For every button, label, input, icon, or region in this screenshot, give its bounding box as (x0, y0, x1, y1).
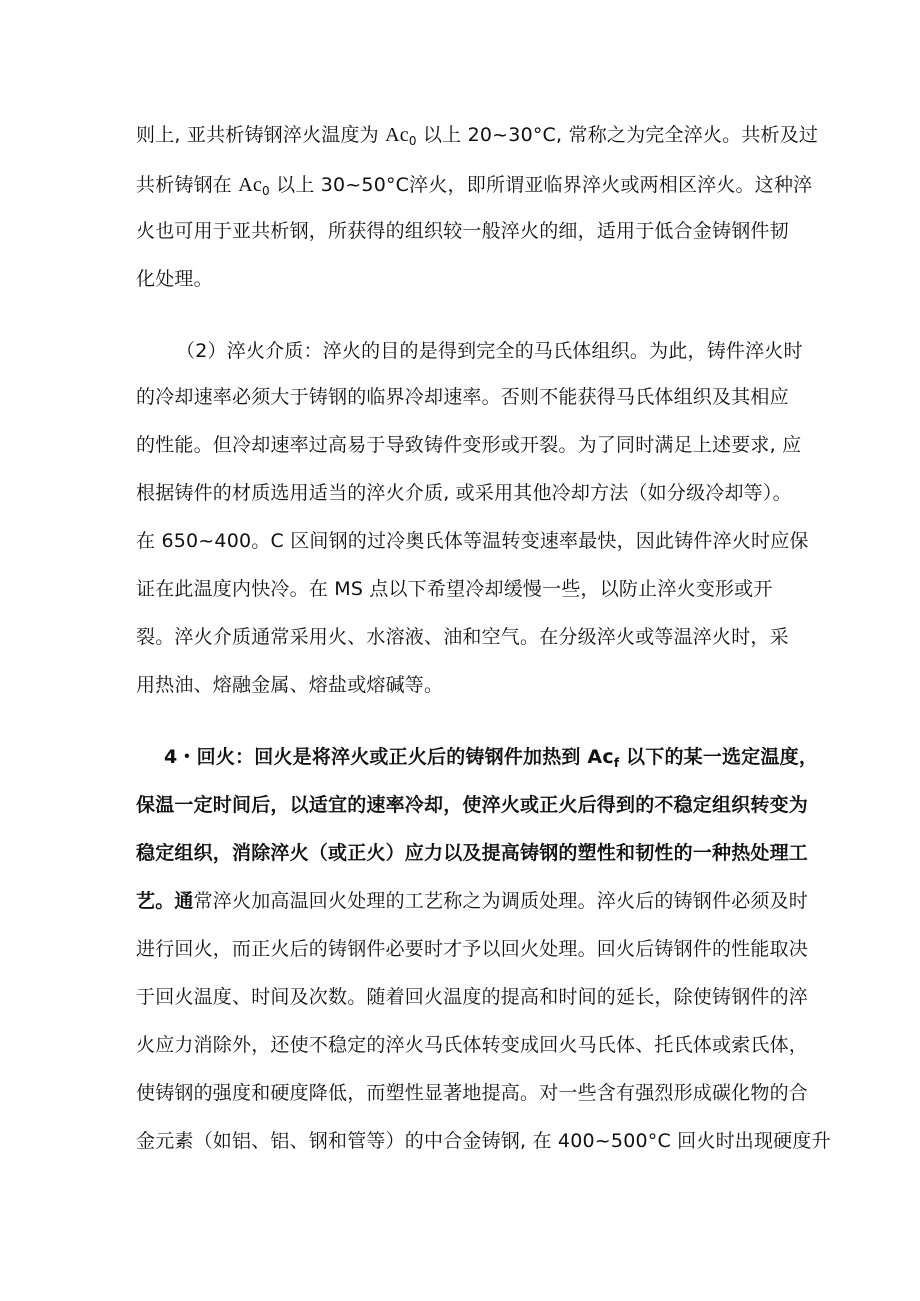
paragraph-3-line-3: 稳定组织，消除淬火（或正火）应力以及提高铸钢的塑性和韧性的一种热处理工 (136, 842, 809, 864)
paragraph-2-line-3: 的性能。但冷却速率过高易于导致铸件变形或开裂。为了同时满足上述要求, 应 (136, 434, 802, 456)
symbol-ac: Ac (238, 174, 262, 196)
paragraph-3-line-4 (136, 888, 808, 914)
text-run: 4・回火：回火是将淬火或正火后的铸钢件加热到 Ac (164, 746, 614, 768)
paragraph-2-line-4: 根据铸件的材质选用适当的淬火介质, 或采用其他冷却方法（如分级冷却等）。 (136, 482, 792, 504)
paragraph-2-line-5: 在 650~400。C 区间钢的过冷奥氏体等温转变速率最快，因此铸件淬火时应保 (136, 530, 809, 552)
paragraph-3-line-2: 保温一定时间后，以适宜的速率冷却，使淬火或正火后得到的不稳定组织转变为 (136, 794, 809, 816)
paragraph-1-line-3: 火也可用于亚共析钢，所获得的组织较一般淬火的细，适用于低合金铸钢件韧 (136, 220, 789, 242)
subscript: f (613, 756, 620, 770)
text-run: 常淬火加高温回火处理的工艺称之为调质处理。淬火后的铸钢件必须及时 (193, 890, 809, 912)
text-run: 艺。通 (136, 890, 194, 912)
paragraph-3-line-6: 于回火温度、时间及次数。随着回火温度的提高和时间的延长，除使铸钢件的淬 (136, 986, 809, 1008)
paragraph-3-line-8: 使铸钢的强度和硬度降低，而塑性显著地提高。对一些含有强烈形成碳化物的合 (136, 1082, 809, 1104)
paragraph-3-line-9: 金元素（如铝、铝、钢和管等）的中合金铸钢, 在 400~500°C 回火时出现硬度升 (136, 1130, 831, 1152)
text-run: 以上 20~30°C, 常称之为完全淬火。共析及过 (416, 124, 819, 146)
text-run: 以下的某一选定温度， (619, 746, 819, 768)
paragraph-2-line-6: 证在此温度内快冷。在 MS 点以下希望冷却缓慢一些，以防止淬火变形或开 (136, 578, 773, 600)
paragraph-3-line-7: 火应力消除外，还使不稳定的淬火马氏体转变成回火马氏体、托氏体或索氏体， (136, 1034, 809, 1056)
paragraph-3-line-1 (164, 744, 818, 770)
text-run: 以上 30~50°C淬火，即所谓亚临界淬火或两相区淬火。这种淬 (269, 174, 813, 196)
paragraph-2-line-7: 裂。淬火介质通常采用火、水溶液、油和空气。在分级淬火或等温淬火时，采 (136, 626, 789, 648)
paragraph-1-line-1 (136, 122, 818, 148)
paragraph-1-line-4: 化处理。 (136, 268, 213, 290)
paragraph-2-line-2: 的冷却速率必须大于铸钢的临界冷却速率。否则不能获得马氏体组织及其相应 (136, 386, 789, 408)
paragraph-2-line-1: （2）淬火介质：淬火的目的是得到完全的马氏体组织。为此，铸件淬火时 (176, 340, 803, 362)
paragraph-3-line-5: 进行回火，而正火后的铸钢件必要时才予以回火处理。回火后铸钢件的性能取决 (136, 938, 809, 960)
paragraph-2-line-8: 用热油、熔融金属、熔盐或熔碱等。 (136, 674, 444, 696)
text-run: 则上, 亚共析铸钢淬火温度为 (136, 124, 386, 146)
subscript: 0 (261, 184, 270, 198)
symbol-ac: Ac (385, 124, 409, 146)
subscript: 0 (408, 134, 417, 148)
text-run: 共析铸钢在 (136, 174, 239, 196)
paragraph-1-line-2 (136, 172, 812, 198)
